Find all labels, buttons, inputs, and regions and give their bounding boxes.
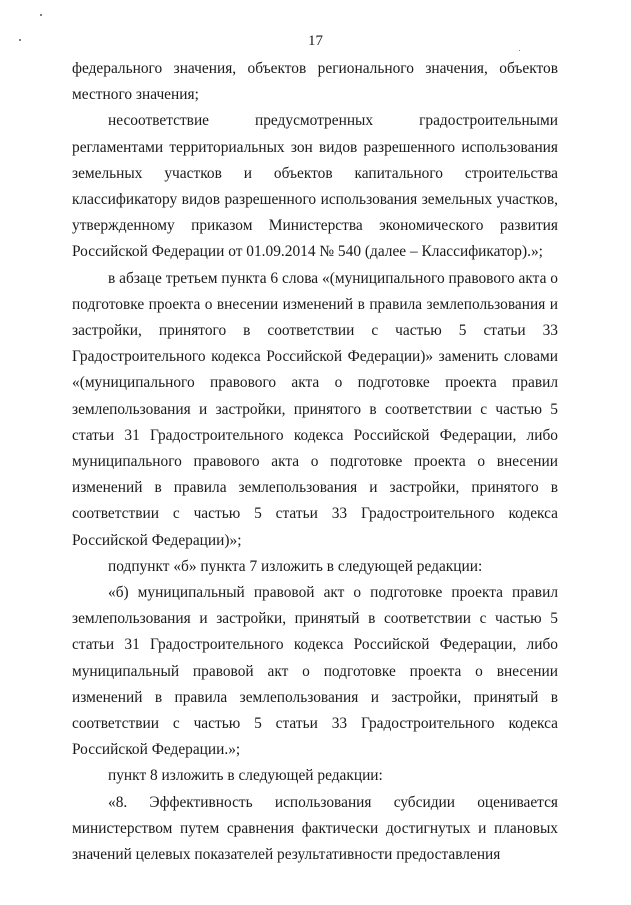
document-body: [72, 56, 558, 868]
paragraph-item-8-intro: пункт 8 изложить в следующей редакции:: [108, 767, 383, 785]
paragraph-subitem-b-text: «б) муниципальный правовой акт о подготовке проекта правил землепользования и застройки, принятый в соответствии с частью 5 статьи 31 Градостроительного кодекса Российской Федерации, либо муниципальный правовой акт о подготовке проекта о внесении изменений в правила землепользования и застройки, принятый в соответствии с частью 5 статьи 33 Градостроительного кодекса Российской Федерации.»;: [72, 584, 558, 759]
scan-speck: [519, 50, 520, 51]
paragraph-continuation: федерального значения, объектов регионального значения, объектов местного значения;: [72, 60, 558, 104]
paragraph-item-6-amendment: в абзаце третьем пункта 6 слова «(муниципального правового акта о подготовке проекта о внесении изменений в правила землепользования и застройки, принятого в соответствии с частью 5 статьи 33 Градостроительного кодекса Российской Федерации)» заменить словами «(муниципального правового акта о подготовке проекта правил землепользования и застройки, принятого в соответствии с частью 5 статьи 31 Градостроительного кодекса Российской Федерации, либо муниципального правового акта о подготовке проекта о внесении изменений в правила землепользования и застройки, принятого в соответствии с частью 5 статьи 33 Градостроительного кодекса Российской Федерации)»;: [72, 269, 558, 549]
page-number: 17: [308, 33, 323, 49]
paragraph-subitem-b-intro: подпункт «б» пункта 7 изложить в следующей редакции:: [108, 557, 483, 575]
paragraph-noncompliance: несоответствие предусмотренных градостроительными регламентами территориальных зон видов разрешенного использования земельных участков и объектов капитального строительства классификатору видов разрешенного использования земельных участков, утвержденному приказом Министерства экономического развития Российской Федерации от 01.09.2014 № 540 (далее – Классификатор).»;: [72, 112, 558, 261]
paragraph-item-8-text: «8. Эффективность использования субсидии оценивается министерством путем сравнения фактически достигнутых и плановых значений целевых показателей результативности предоставления: [72, 793, 558, 864]
scan-speck: [40, 14, 42, 16]
